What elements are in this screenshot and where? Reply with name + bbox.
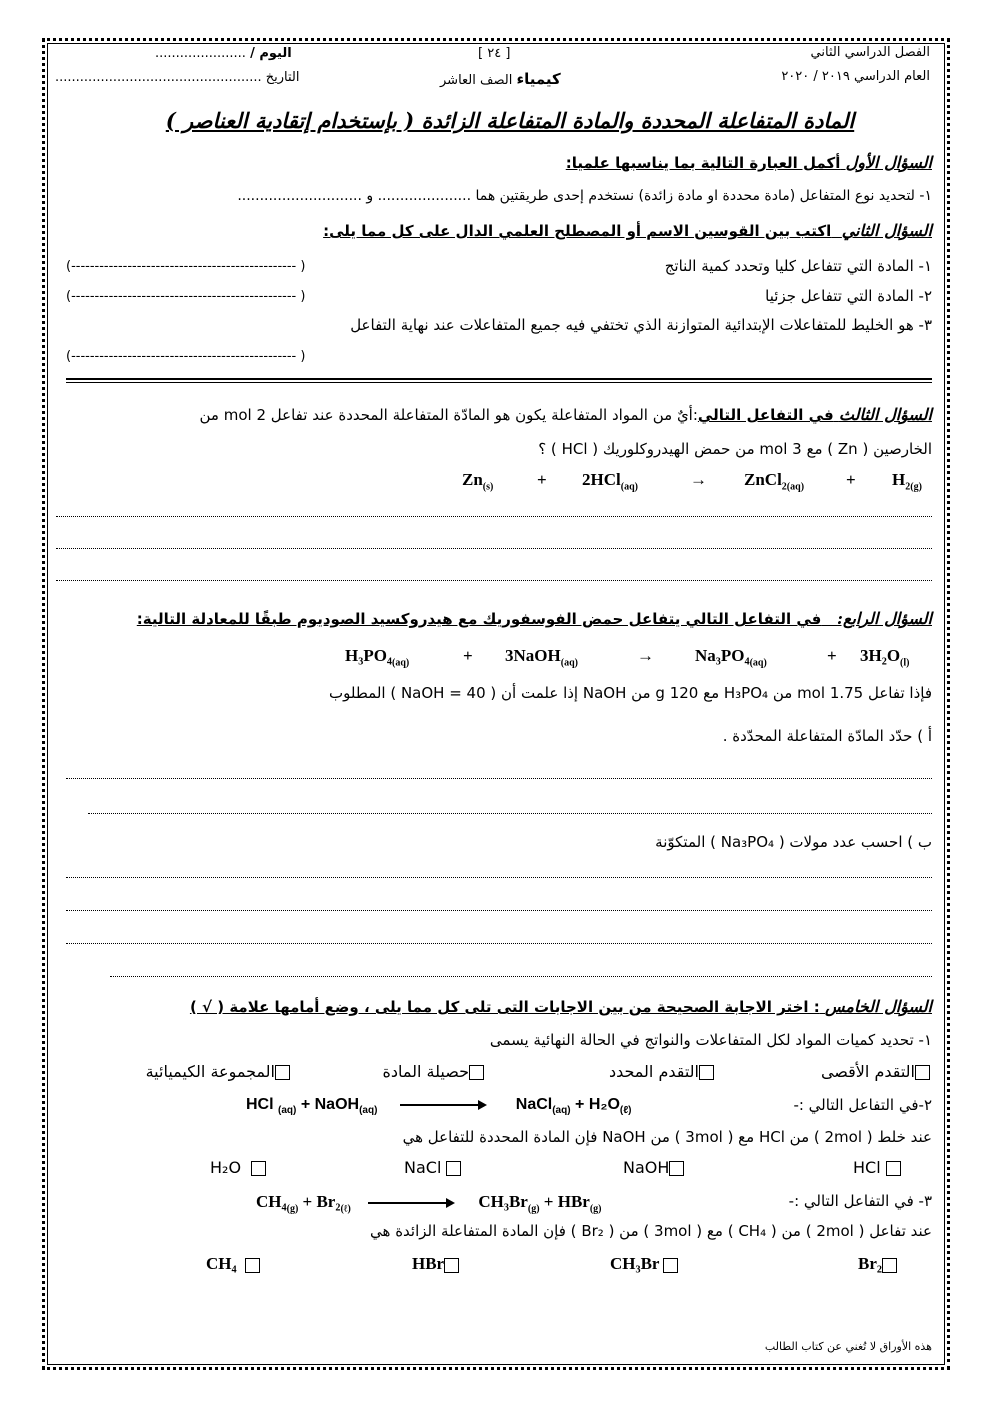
q2-item-2: ٢- المادة التي تتفاعل جزئيا bbox=[765, 287, 932, 305]
q5-question-2-intro: ٢-في التفاعل التالي :- bbox=[793, 1096, 932, 1114]
q2-answer-2[interactable]: (------------------------------------------------ ) bbox=[66, 289, 306, 304]
footer-note: هذه الأوراق لا تُغني عن كتاب الطالب bbox=[764, 1340, 932, 1353]
q4a-answer-line-1[interactable] bbox=[66, 778, 932, 779]
q2-header bbox=[323, 221, 932, 240]
q2-item-3: ٣- هو الخليط للمتفاعلات الإبتدائية المتوازنة الذي تختفي فيه جميع المتفاعلات عند نهاية التفاعل bbox=[350, 316, 932, 334]
arrow-icon bbox=[400, 1104, 485, 1106]
q5-q2-option-3[interactable]: NaCl bbox=[404, 1158, 461, 1177]
q1-item-1[interactable]: ١- لتحديد نوع المتفاعل (مادة محددة او مادة زائدة) نستخدم إحدى طريقتين هما ..................... و ............................ bbox=[237, 188, 932, 204]
page-title: المادة المتفاعلة المحددة والمادة المتفاعلة الزائدة ( بإستخدام إتقادية العناصر ) bbox=[165, 108, 855, 133]
q5-q2-option-4[interactable]: H₂O bbox=[210, 1158, 266, 1177]
q3-label: السؤال الثالث bbox=[838, 405, 932, 424]
q4b-answer-line-2[interactable] bbox=[66, 910, 932, 911]
checkbox[interactable] bbox=[245, 1258, 260, 1273]
q5-q1-option-1[interactable]: التقدم الأقصى bbox=[821, 1062, 930, 1081]
q5-q2-equation: HCl $_{(aq)}$ + NaOH$_{(aq)}$ NaCl$_{(aq)}$ + $H_2O_{(\ell)}$ bbox=[246, 1096, 632, 1117]
section-divider bbox=[66, 378, 932, 383]
day-label: اليوم / bbox=[250, 46, 292, 61]
q5-q1-option-2[interactable]: التقدم المحدد bbox=[609, 1062, 714, 1081]
checkbox[interactable] bbox=[886, 1161, 901, 1176]
q5-q2-option-2[interactable]: NaOH bbox=[623, 1158, 684, 1177]
q5-q3-equation: $CH_4_{(g)} + Br_2_{(\ell)}$ $CH_3Br_{(g)} + HBr_{(g)}$ bbox=[256, 1192, 602, 1215]
eq-plus-2: + bbox=[827, 646, 837, 665]
q5-q1-option-4[interactable]: المجموعة الكيميائية bbox=[146, 1062, 290, 1081]
date-dots: .................................................. bbox=[55, 70, 262, 85]
checkbox[interactable] bbox=[699, 1065, 714, 1080]
eq-product-h2: $H_{2(g)}$ bbox=[892, 470, 922, 493]
eq-reactant-zn: $Zn_{(s)}$ bbox=[462, 470, 494, 493]
checkbox[interactable] bbox=[275, 1065, 290, 1080]
q2-item-1: ١- المادة التي تتفاعل كليا وتحدد كمية الناتج bbox=[664, 257, 932, 275]
q5-question-1: ١- تحديد كميات المواد لكل المتفاعلات والنواتج في الحالة النهائية يسمى bbox=[489, 1031, 932, 1049]
arrow-icon bbox=[368, 1202, 453, 1204]
eq-product-zncl2: ZnCl$_{2(aq)}$ bbox=[744, 470, 805, 493]
q3-answer-line-2[interactable] bbox=[56, 548, 932, 549]
q4-part-b: ب ) احسب عدد مولات ( Na₃PO₄ ) المتكوّنة bbox=[655, 833, 932, 851]
q2-label: السؤال الثاني bbox=[841, 221, 932, 240]
q3-answer-line-1[interactable] bbox=[56, 516, 932, 517]
checkbox[interactable] bbox=[915, 1065, 930, 1080]
q4b-answer-line-4[interactable] bbox=[110, 976, 932, 977]
q2-heading: اكتب بين القوسين الاسم أو المصطلح العلمي الدال على كل مما يلى: bbox=[323, 222, 832, 240]
q4b-answer-line-1[interactable] bbox=[66, 877, 932, 878]
year-label: العام الدراسي ٢٠١٩ / ٢٠٢٠ bbox=[781, 69, 930, 84]
checkbox[interactable] bbox=[446, 1161, 461, 1176]
q4-label: السؤال الرابع: bbox=[837, 609, 932, 628]
grade-label: الصف العاشر bbox=[440, 73, 513, 88]
eq-h2o: $3H_2O_{(l)}$ bbox=[860, 646, 910, 669]
q5-q2-option-1[interactable]: HCl bbox=[853, 1158, 901, 1177]
day-field[interactable] bbox=[155, 46, 292, 61]
q5-header bbox=[190, 997, 932, 1016]
day-dots: ...................... bbox=[155, 46, 246, 61]
q1-header bbox=[566, 153, 932, 172]
q1-label: السؤال الأول أكمل العبارة التالية بما يناسبها علميا: bbox=[565, 153, 932, 172]
subject-label: كيمياء bbox=[516, 70, 561, 88]
eq-arrow: → bbox=[637, 646, 654, 665]
q3-line-1 bbox=[200, 405, 933, 424]
q5-q3-option-2[interactable]: CH₃Br bbox=[610, 1254, 678, 1274]
q5-label: السؤال الخامس bbox=[825, 997, 932, 1016]
checkbox[interactable] bbox=[251, 1161, 266, 1176]
checkbox[interactable] bbox=[444, 1258, 459, 1273]
subject-grade bbox=[440, 70, 561, 88]
eq-arrow: → bbox=[690, 470, 707, 489]
eq-na3po4: $Na_3PO_4_{(aq)}$ bbox=[695, 646, 767, 669]
checkbox[interactable] bbox=[882, 1258, 897, 1273]
q5-question-3: عند تفاعل ( 2mol ) من ( CH₄ ) مع ( 3mol ) من ( Br₂ ) فإن المادة المتفاعلة الزائدة هي bbox=[370, 1222, 932, 1240]
q5-q3-option-1[interactable]: Br₂ bbox=[858, 1254, 897, 1274]
q4-heading: في التفاعل التالي يتفاعل حمض الفوسفوريك مع هيدروكسيد الصوديوم طبقًا للمعادلة التالية: bbox=[136, 610, 822, 628]
q2-answer-1[interactable]: (------------------------------------------------ ) bbox=[66, 259, 306, 274]
q5-q3-option-4[interactable]: CH₄ bbox=[206, 1254, 260, 1274]
q5-question-2: عند خلط ( 2mol ) من HCl مع ( 3mol ) من NaOH فإن المادة المحددة للتفاعل هي bbox=[402, 1128, 932, 1146]
page-number: [ ٢٤ ] bbox=[478, 46, 511, 61]
q3-answer-line-3[interactable] bbox=[56, 580, 932, 581]
q5-q1-option-3[interactable]: حصيلة المادة bbox=[382, 1062, 484, 1081]
eq-reactant-hcl: 2HCl$_{(aq)}$ bbox=[582, 470, 638, 493]
q5-question-3-intro: ٣- في التفاعل التالي :- bbox=[788, 1192, 932, 1210]
q5-heading: : اختر الاجابة الصحيحة من بين الاجابات التى تلى كل مما يلى ، وضع أمامها علامة ( √ ) bbox=[189, 998, 820, 1016]
eq-naoh: 3NaOH$_{(aq)}$ bbox=[505, 646, 578, 669]
eq-plus: + bbox=[463, 646, 473, 665]
checkbox[interactable] bbox=[663, 1258, 678, 1273]
q3-text-1: :أيٌ من المواد المتفاعلة يكون هو المادّة المتفاعلة المحددة عند تفاعل 2 mol من bbox=[199, 406, 698, 424]
q3-line-2: الخارصين ( Zn ) مع 3 mol من حمض الهيدروكلوريك ( HCl ) ؟ bbox=[538, 440, 932, 458]
q4b-answer-line-3[interactable] bbox=[66, 943, 932, 944]
q2-answer-3[interactable]: (------------------------------------------------ ) bbox=[66, 349, 306, 364]
checkbox[interactable] bbox=[469, 1065, 484, 1080]
q4-part-a: أ ) حدّد المادّة المتفاعلة المحدّدة . bbox=[722, 727, 932, 745]
date-field[interactable] bbox=[55, 70, 300, 85]
eq-plus-2: + bbox=[846, 470, 856, 489]
checkbox[interactable] bbox=[669, 1161, 684, 1176]
eq-plus: + bbox=[537, 470, 547, 489]
q4-given: فإذا تفاعل 1.75 mol من H₃PO₄ مع 120 g من NaOH إذا علمت أن ( NaOH = 40 ) المطلوب bbox=[329, 684, 932, 702]
semester-label: الفصل الدراسي الثاني bbox=[810, 45, 930, 60]
q5-q3-option-3[interactable]: HBr bbox=[412, 1254, 459, 1274]
q4-header bbox=[137, 609, 932, 628]
date-label: التاريخ bbox=[265, 70, 300, 85]
eq-h3po4: $H_3PO_4_{(aq)}$ bbox=[345, 646, 410, 669]
q3-lead: في التفاعل التالي bbox=[697, 406, 834, 424]
q4a-answer-line-2[interactable] bbox=[88, 813, 932, 814]
